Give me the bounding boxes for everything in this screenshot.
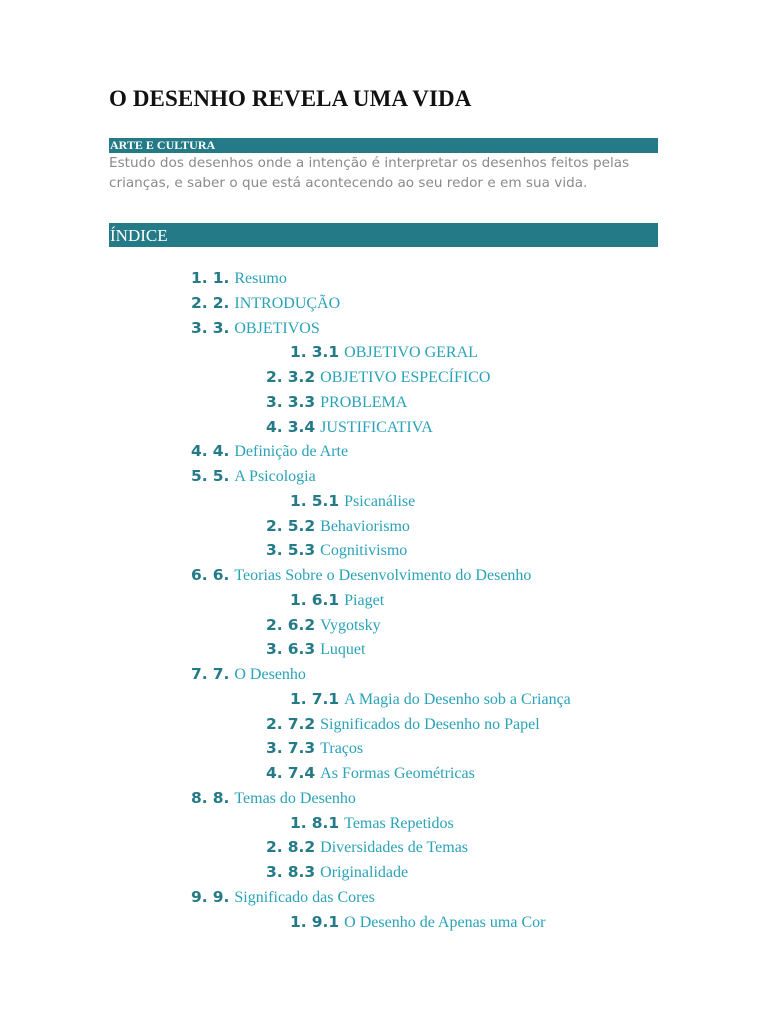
toc-item[interactable] [266, 515, 410, 537]
toc-item-marker: 3. [191, 318, 208, 337]
toc-item[interactable] [266, 713, 540, 735]
category-label[interactable]: ARTE E CULTURA [110, 138, 216, 152]
toc-item-link[interactable]: Temas do Desenho [234, 789, 356, 807]
toc-item-number: 4. [212, 442, 230, 461]
toc-item-link[interactable]: Diversidades de Temas [320, 839, 469, 857]
toc-item-marker: 4. [191, 442, 208, 461]
toc-item-marker: 1. [290, 590, 307, 609]
toc-item-number: 7.3 [287, 739, 316, 758]
category-bar [109, 138, 658, 153]
toc-item-number: 2. [212, 293, 230, 312]
toc-item-marker: 4. [266, 417, 283, 436]
toc-item-marker: 1. [290, 813, 307, 832]
toc-item-marker: 2. [266, 516, 283, 535]
toc-item-link[interactable]: Luquet [320, 641, 366, 659]
toc-item-link[interactable]: O Desenho de Apenas uma Cor [344, 913, 546, 931]
toc-item-number: 6. [212, 566, 230, 584]
toc-item-link[interactable]: Definição de Arte [234, 443, 349, 461]
toc-item-link[interactable]: A Magia do Desenho sob a Criança [344, 690, 571, 708]
toc-item-marker: 1. [290, 689, 307, 708]
toc-item-number: 3.4 [287, 417, 316, 436]
toc-item[interactable] [266, 836, 468, 858]
toc-item-marker: 2. [266, 838, 283, 857]
toc-item[interactable] [290, 911, 545, 933]
toc-item[interactable] [191, 465, 316, 487]
toc-item-marker: 7. [191, 665, 208, 683]
toc-item-link[interactable]: OBJETIVO ESPECÍFICO [320, 369, 491, 386]
index-header-bar [109, 223, 658, 247]
toc-item[interactable] [290, 589, 384, 611]
toc-item-marker: 3. [266, 392, 283, 411]
toc-item[interactable] [266, 366, 490, 388]
toc-item-link[interactable]: OBJETIVO GERAL [344, 344, 478, 362]
toc-item-number: 9. [212, 887, 230, 906]
toc-item-marker: 2. [266, 714, 283, 733]
toc-item[interactable] [290, 688, 571, 710]
toc-item[interactable] [191, 440, 348, 462]
toc-item-number: 6.2 [287, 615, 316, 634]
toc-item-link[interactable]: Teorias Sobre o Desenvolvimento do Desenho [234, 567, 532, 584]
toc-item-link[interactable]: INTRODUÇÃO [234, 294, 341, 312]
page-title: O DESENHO REVELA UMA VIDA [109, 86, 472, 111]
toc-item-link[interactable]: Resumo [234, 270, 287, 287]
toc-item-link[interactable]: Psicanálise [344, 492, 416, 510]
toc-item-link[interactable]: Originalidade [320, 864, 409, 881]
toc-item-link[interactable]: Behaviorismo [320, 517, 410, 535]
toc-item-marker: 2. [266, 615, 283, 634]
toc-item-number: 7.1 [311, 689, 340, 708]
toc-item-number: 5.1 [311, 491, 340, 510]
toc-item-number: 7.4 [287, 764, 316, 782]
toc-item-number: 7. [212, 665, 230, 683]
toc-item-marker: 1. [290, 912, 307, 931]
toc-item-link[interactable]: A Psicologia [234, 468, 316, 485]
toc-item-link[interactable]: PROBLEMA [320, 393, 408, 411]
toc-item-number: 1. [212, 269, 230, 287]
toc-item[interactable] [266, 861, 408, 883]
toc-item[interactable] [191, 317, 320, 339]
toc-item-marker: 1. [191, 269, 208, 287]
toc-item-number: 3. [212, 318, 230, 337]
toc-item-number: 3.2 [287, 368, 316, 386]
toc-item-link[interactable]: O Desenho [234, 666, 306, 683]
toc-item-marker: 1. [290, 343, 307, 362]
toc-item[interactable] [266, 737, 363, 759]
toc-item-marker: 5. [191, 467, 208, 485]
toc-item[interactable] [191, 787, 356, 809]
toc-item[interactable] [290, 341, 478, 363]
toc-item-marker: 3. [266, 863, 283, 881]
toc-item-number: 5.2 [287, 516, 316, 535]
toc-item-number: 6.1 [311, 590, 340, 609]
toc-item[interactable] [191, 564, 531, 586]
toc-item-marker: 9. [191, 887, 208, 906]
toc-item-marker: 3. [266, 640, 283, 659]
toc-item[interactable] [191, 886, 375, 908]
toc-item[interactable] [266, 638, 365, 660]
toc-item-marker: 6. [191, 566, 208, 584]
toc-item-link[interactable]: Piaget [344, 591, 385, 609]
toc-item-number: 7.2 [287, 714, 316, 733]
toc-item-marker: 8. [191, 788, 208, 807]
toc-item-marker: 4. [266, 764, 283, 782]
toc-item-number: 8.2 [287, 838, 316, 857]
toc-item-link[interactable]: Temas Repetidos [344, 814, 454, 832]
toc-item-number: 8.1 [311, 813, 340, 832]
index-heading: ÍNDICE [110, 226, 168, 245]
toc-item-link[interactable]: As Formas Geométricas [320, 765, 475, 782]
toc-item-number: 5.3 [287, 541, 316, 560]
toc-item-marker: 2. [191, 293, 208, 312]
toc-item[interactable] [290, 812, 454, 834]
toc-item-link[interactable]: JUSTIFICATIVA [320, 418, 433, 436]
toc-item-number: 9.1 [311, 912, 340, 931]
toc-item-number: 8.3 [287, 863, 316, 881]
toc-item-number: 8. [212, 788, 230, 807]
toc-item-link[interactable]: Traços [320, 740, 364, 758]
toc-item-link[interactable]: Significados do Desenho no Papel [320, 715, 540, 733]
toc-item-link[interactable]: OBJETIVOS [234, 319, 320, 337]
toc-item[interactable] [290, 490, 415, 512]
toc-item-marker: 1. [290, 491, 307, 510]
toc-item-marker: 2. [266, 368, 283, 386]
toc-item[interactable] [266, 539, 407, 561]
toc-item[interactable] [266, 416, 433, 438]
toc-item[interactable] [191, 292, 340, 314]
toc-item-link[interactable]: Significado das Cores [234, 888, 375, 906]
toc-item-marker: 3. [266, 739, 283, 758]
toc-item-number: 3.3 [287, 392, 316, 411]
toc-item[interactable] [266, 762, 475, 784]
toc-item[interactable] [191, 267, 287, 289]
toc-item-link[interactable]: Cognitivismo [320, 542, 408, 560]
toc-item-link[interactable]: Vygotsky [320, 616, 381, 634]
toc-item[interactable] [191, 663, 306, 685]
toc-item-number: 6.3 [287, 640, 316, 659]
toc-item-number: 3.1 [311, 343, 340, 362]
toc-item-number: 5. [212, 467, 230, 485]
toc-item[interactable] [266, 391, 407, 413]
toc-item-marker: 3. [266, 541, 283, 560]
toc-item[interactable] [266, 614, 381, 636]
description: Estudo dos desenhos onde a intenção é interpretar os desenhos feitos pelas crianças, e saber o que está acontecendo ao seu redor e em sua vida. [109, 155, 630, 191]
